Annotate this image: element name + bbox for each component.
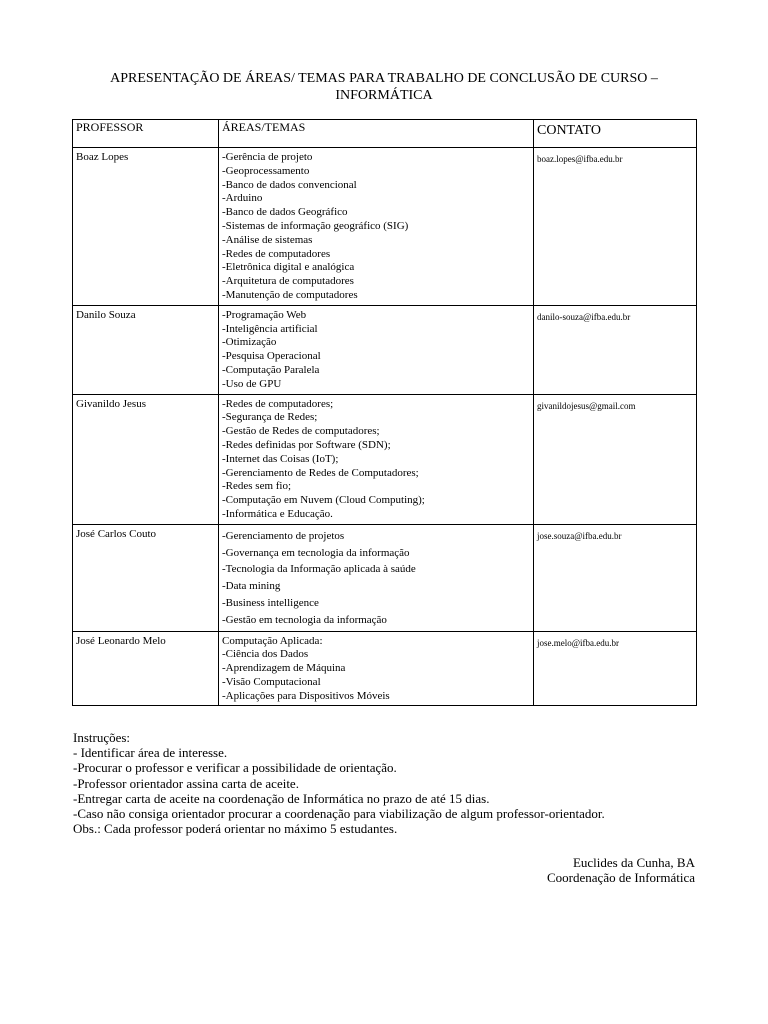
area-item: -Análise de sistemas — [222, 233, 313, 246]
contact-email: jose.souza@ifba.edu.br — [534, 524, 697, 631]
table-row — [73, 305, 697, 394]
areas-table — [72, 119, 697, 706]
area-item: -Segurança de Redes; — [222, 411, 318, 424]
area-item: -Banco de dados Geográfico — [222, 206, 348, 219]
area-item: -Informática e Educação. — [222, 507, 333, 520]
instructions — [73, 730, 713, 836]
area-item: -Eletrônica digital e analógica — [222, 261, 355, 274]
area-item: -Inteligência artificial — [222, 322, 318, 335]
instruction-item: -Professor orientador assina carta de aceite. — [73, 775, 299, 791]
title-line-1: APRESENTAÇÃO DE ÁREAS/ TEMAS PARA TRABALHO DE CONCLUSÃO DE CURSO – — [110, 71, 658, 86]
instruction-item: -Entregar carta de aceite na coordenação de Informática no prazo de até 15 dias. — [73, 790, 490, 806]
area-item: -Manutenção de computadores — [222, 288, 358, 301]
table-row — [73, 631, 697, 706]
contact-email: boaz.lopes@ifba.edu.br — [534, 148, 697, 306]
area-item: -Computação em Nuvem (Cloud Computing); — [222, 494, 425, 507]
contact-email: givanildojesus@gmail.com — [534, 394, 697, 524]
area-item: -Banco de dados convencional — [222, 178, 357, 191]
area-item: -Business intelligence — [222, 596, 319, 609]
header-areas: ÁREAS/TEMAS — [219, 120, 534, 148]
areas-list — [219, 394, 534, 524]
header-contato: CONTATO — [534, 120, 697, 148]
area-item: Computação Aplicada: — [222, 634, 323, 647]
area-item: -Aplicações para Dispositivos Móveis — [222, 689, 390, 702]
table-row — [73, 394, 697, 524]
area-item: -Computação Paralela — [222, 363, 320, 376]
areas-list — [219, 148, 534, 306]
area-item: -Arquitetura de computadores — [222, 275, 354, 288]
area-item: -Arduino — [222, 192, 263, 205]
document-title — [60, 70, 708, 104]
area-item: -Gestão em tecnologia da informação — [222, 613, 387, 626]
area-item: -Ciência dos Dados — [222, 648, 309, 661]
contact-email: jose.melo@ifba.edu.br — [534, 631, 697, 706]
table-row — [73, 524, 697, 631]
area-item: -Pesquisa Operacional — [222, 350, 321, 363]
instruction-note: Obs.: Cada professor poderá orientar no máximo 5 estudantes. — [73, 821, 398, 837]
area-item: -Visão Computacional — [222, 675, 321, 688]
area-item: -Otimização — [222, 336, 277, 349]
areas-list — [219, 305, 534, 394]
signature-block — [547, 855, 695, 885]
area-item: -Governança em tecnologia da informação — [222, 546, 410, 559]
area-item: -Redes de computadores; — [222, 397, 334, 410]
area-item: -Gerenciamento de projetos — [222, 529, 345, 542]
professor-name: Givanildo Jesus — [73, 394, 219, 524]
area-item: -Gerenciamento de Redes de Computadores; — [222, 466, 419, 479]
area-item: -Programação Web — [222, 308, 307, 321]
professor-name: Danilo Souza — [73, 305, 219, 394]
area-item: -Redes sem fio; — [222, 480, 292, 493]
instruction-item: - Identificar área de interesse. — [73, 745, 228, 761]
instructions-heading: Instruções: — [73, 730, 131, 745]
area-item: -Redes de computadores — [222, 247, 331, 260]
signature-office: Coordenação de Informática — [547, 870, 695, 886]
instruction-item: -Procurar o professor e verificar a possibilidade de orientação. — [73, 760, 397, 776]
contact-email: danilo-souza@ifba.edu.br — [534, 305, 697, 394]
area-item: -Tecnologia da Informação aplicada à saúde — [222, 563, 416, 576]
area-item: -Internet das Coisas (IoT); — [222, 452, 339, 465]
professor-name: José Carlos Couto — [73, 524, 219, 631]
title-line-2: INFORMÁTICA — [335, 88, 433, 103]
area-item: -Sistemas de informação geográfico (SIG) — [222, 219, 409, 232]
signature-location: Euclides da Cunha, BA — [572, 855, 695, 870]
area-item: -Gestão de Redes de computadores; — [222, 425, 380, 438]
professor-name: José Leonardo Melo — [73, 631, 219, 706]
area-item: -Redes definidas por Software (SDN); — [222, 438, 391, 451]
professor-name: Boaz Lopes — [73, 148, 219, 306]
table-header-row — [73, 120, 697, 148]
areas-list — [219, 524, 534, 631]
header-professor: PROFESSOR — [73, 120, 219, 148]
areas-list — [219, 631, 534, 706]
area-item: -Geoprocessamento — [222, 164, 310, 177]
area-item: -Uso de GPU — [222, 377, 282, 390]
table-row — [73, 148, 697, 306]
instruction-item: -Caso não consiga orientador procurar a coordenação para viabilização de algum professor-orientador. — [73, 806, 605, 822]
area-item: -Gerência de projeto — [222, 151, 313, 163]
area-item: -Aprendizagem de Máquina — [222, 662, 346, 675]
area-item: -Data mining — [222, 580, 281, 593]
